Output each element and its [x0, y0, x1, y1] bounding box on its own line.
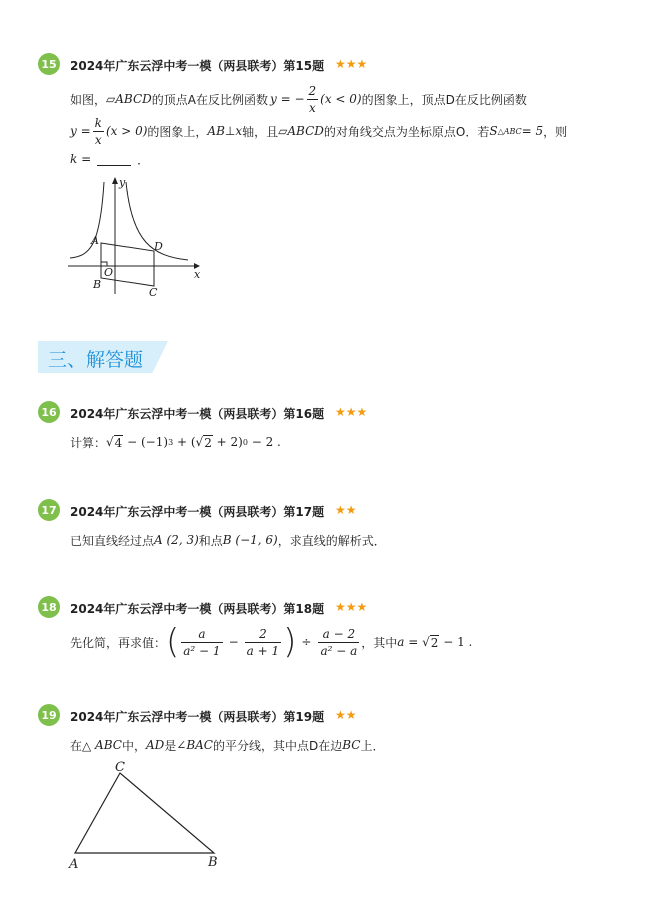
- label-o: O: [104, 266, 114, 279]
- label-b: B: [208, 855, 218, 870]
- question-text-line: 如图， ▱ABCD 的顶点A在反比例函数 y = − $\frac{2}{x}$ (x < 0) 的图象上，顶点D在反比例函数: [70, 83, 527, 115]
- label-b: B: [93, 278, 102, 291]
- parallelogram-abcd: [101, 243, 154, 286]
- question-number-badge: 16: [38, 401, 60, 423]
- label-x: x: [194, 268, 201, 281]
- difficulty-stars: ★★★: [335, 57, 368, 71]
- y-axis-arrow-icon: [112, 177, 118, 184]
- question-title: 2024年广东云浮中考一模（两县联考）第18题: [70, 602, 325, 616]
- label-c: C: [115, 760, 125, 775]
- answer-blank[interactable]: [97, 153, 131, 166]
- question-text-line: 先化简，再求值： ( $\frac{a}{\text{a² − 1}}$ − $\frac{2}{a + 1}$ ) ÷ $\frac{a - 2}{\text{a² − a}}$ ，其中 a = √ 2 − 1 .: [70, 622, 473, 662]
- difficulty-stars: ★★: [335, 503, 357, 517]
- difficulty-stars: ★★★: [335, 405, 368, 419]
- question-text-line: 在△ ABC 中， AD 是 ∠BAC 的平分线，其中点D在边 BC 上．: [70, 738, 385, 753]
- question-number-badge: 18: [38, 596, 60, 618]
- question-number-badge: 15: [38, 53, 60, 75]
- question-text-line: 计算： √ 4 − (−1) 3 + ( √ 2 + 2) 0 − 2 .: [70, 435, 281, 450]
- question-text-line: y = $\frac{k}{x}$ (x > 0) 的图象上， AB ⊥ x 轴，且 ▱ABCD 的对角线交点为坐标原点O．若 S △ABC = 5 ，则: [70, 115, 568, 147]
- question-text-line: 已知直线经过点 A (2, 3) 和点 B (−1, 6) ，求直线的解析式．: [70, 533, 386, 548]
- label-a: A: [69, 857, 79, 872]
- question-number-badge: 19: [38, 704, 60, 726]
- section-title: 三、解答题: [48, 349, 144, 371]
- difficulty-stars: ★★★: [335, 600, 368, 614]
- difficulty-stars: ★★: [335, 708, 357, 722]
- question-title: 2024年广东云浮中考一模（两县联考）第16题: [70, 407, 325, 421]
- triangle-abc: [75, 773, 214, 853]
- label-c: C: [149, 286, 158, 298]
- label-a: A: [91, 234, 99, 247]
- hyperbola-parallelogram-figure: [62, 172, 208, 298]
- question-title: 2024年广东云浮中考一模（两县联考）第19题: [70, 710, 325, 724]
- triangle-abc-figure: [62, 757, 230, 873]
- label-d: D: [154, 240, 163, 253]
- question-title: 2024年广东云浮中考一模（两县联考）第15题: [70, 59, 325, 73]
- question-number-badge: 17: [38, 499, 60, 521]
- label-y: y: [119, 176, 126, 189]
- question-title: 2024年广东云浮中考一模（两县联考）第17题: [70, 505, 325, 519]
- question-text-line: k = ．: [70, 152, 150, 167]
